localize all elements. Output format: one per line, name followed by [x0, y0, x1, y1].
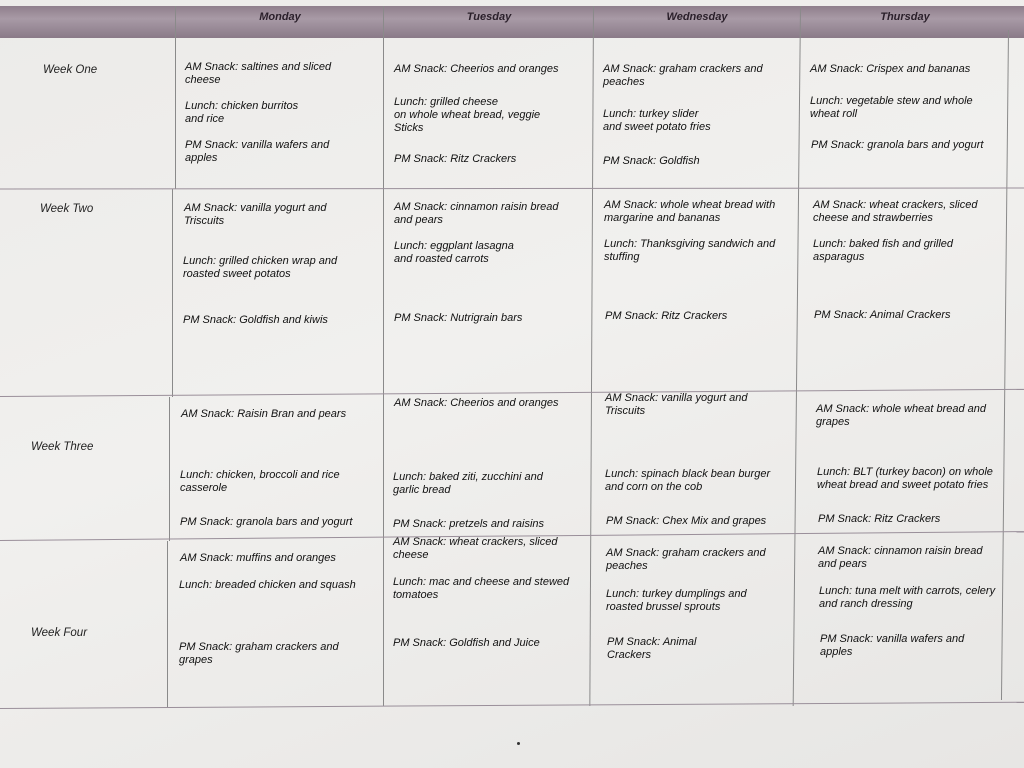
w3-wednesday-pm: PM Snack: Chex Mix and grapes [606, 515, 767, 527]
grid-line [169, 397, 170, 541]
w1-wednesday-am: AM Snack: graham crackers and peaches [603, 63, 763, 88]
w1-wednesday-lunch: Lunch: turkey slider and sweet potato fries [603, 108, 711, 133]
w3-monday-am: AM Snack: Raisin Bran and pears [181, 408, 347, 420]
w2-thursday-lunch: Lunch: baked fish and grilled asparagus [813, 238, 954, 263]
w2-monday-pm: PM Snack: Goldfish and kiwis [183, 314, 328, 326]
w2-tuesday-am: AM Snack: cinnamon raisin bread and pears [394, 201, 559, 226]
w3-thursday-lunch: Lunch: BLT (turkey bacon) on whole wheat bread and sweet potato fries [817, 466, 993, 491]
w2-wednesday-pm: PM Snack: Ritz Crackers [605, 310, 728, 322]
grid-line [175, 6, 176, 189]
w2-wednesday-am: AM Snack: whole wheat bread with margarine and bananas [604, 199, 776, 224]
w4-tuesday-pm: PM Snack: Goldfish and Juice [393, 637, 540, 649]
week-label-4: Week Four [31, 627, 88, 639]
w3-wednesday-lunch: Lunch: spinach black bean burger and corn on the cob [605, 468, 771, 493]
w4-tuesday-lunch: Lunch: mac and cheese and stewed tomatoes [393, 576, 570, 601]
w3-tuesday-am: AM Snack: Cheerios and oranges [394, 397, 559, 409]
w4-thursday-lunch: Lunch: tuna melt with carrots, celery and ranch dressing [819, 585, 996, 610]
week-label-1: Week One [43, 64, 98, 76]
w1-tuesday-lunch: Lunch: grilled cheese on whole wheat bread, veggie Sticks [394, 96, 541, 134]
w1-thursday-pm: PM Snack: granola bars and yogurt [811, 139, 984, 151]
grid-line [0, 702, 1024, 709]
speck [517, 742, 520, 745]
w2-wednesday-lunch: Lunch: Thanksgiving sandwich and stuffing [604, 238, 776, 263]
w1-monday-pm: PM Snack: vanilla wafers and apples [185, 139, 330, 164]
w1-tuesday-pm: PM Snack: Ritz Crackers [394, 153, 517, 165]
w4-monday-am: AM Snack: muffins and oranges [180, 552, 336, 564]
w3-tuesday-lunch: Lunch: baked ziti, zucchini and garlic bread [393, 471, 543, 496]
week-label-3: Week Three [31, 441, 94, 453]
w3-monday-pm: PM Snack: granola bars and yogurt [180, 516, 353, 528]
w3-thursday-am: AM Snack: whole wheat bread and grapes [816, 403, 986, 428]
w3-wednesday-am: AM Snack: vanilla yogurt and Triscuits [605, 392, 748, 417]
grid-line [172, 189, 173, 397]
w3-monday-lunch: Lunch: chicken, broccoli and rice casserole [180, 469, 340, 494]
w2-monday-am: AM Snack: vanilla yogurt and Triscuits [184, 202, 327, 227]
w4-wednesday-lunch: Lunch: turkey dumplings and roasted brussel sprouts [606, 588, 747, 613]
w1-tuesday-am: AM Snack: Cheerios and oranges [394, 63, 559, 75]
grid-line [0, 188, 1024, 190]
w2-thursday-am: AM Snack: wheat crackers, sliced cheese and strawberries [813, 199, 978, 224]
w1-thursday-am: AM Snack: Crispex and bananas [810, 63, 971, 75]
day-wednesday: Wednesday [666, 11, 728, 23]
grid-line [167, 541, 168, 708]
w1-wednesday-pm: PM Snack: Goldfish [603, 155, 700, 167]
w2-thursday-pm: PM Snack: Animal Crackers [814, 309, 951, 321]
day-tuesday: Tuesday [466, 11, 512, 23]
w3-thursday-pm: PM Snack: Ritz Crackers [818, 513, 941, 525]
w2-monday-lunch: Lunch: grilled chicken wrap and roasted sweet potatos [183, 255, 338, 280]
w1-thursday-lunch: Lunch: vegetable stew and whole wheat roll [810, 95, 973, 120]
w4-thursday-pm: PM Snack: vanilla wafers and apples [820, 633, 965, 658]
w4-wednesday-pm: PM Snack: Animal Crackers [607, 636, 697, 661]
day-thursday: Thursday [880, 11, 930, 23]
w1-monday-lunch: Lunch: chicken burritos and rice [185, 100, 299, 125]
w4-tuesday-am: AM Snack: wheat crackers, sliced cheese [393, 536, 558, 561]
w4-monday-pm: PM Snack: graham crackers and grapes [179, 641, 339, 666]
day-monday: Monday [259, 11, 301, 23]
w4-thursday-am: AM Snack: cinnamon raisin bread and pears [818, 545, 983, 570]
w3-tuesday-pm: PM Snack: pretzels and raisins [393, 518, 545, 530]
w4-monday-lunch: Lunch: breaded chicken and squash [179, 579, 356, 591]
w2-tuesday-lunch: Lunch: eggplant lasagna and roasted carrots [394, 240, 514, 265]
week-label-2: Week Two [40, 203, 94, 215]
w2-tuesday-pm: PM Snack: Nutrigrain bars [394, 312, 523, 324]
w1-monday-am: AM Snack: saltines and sliced cheese [185, 61, 332, 86]
w4-wednesday-am: AM Snack: graham crackers and peaches [606, 547, 766, 572]
grid-line [0, 389, 1024, 397]
